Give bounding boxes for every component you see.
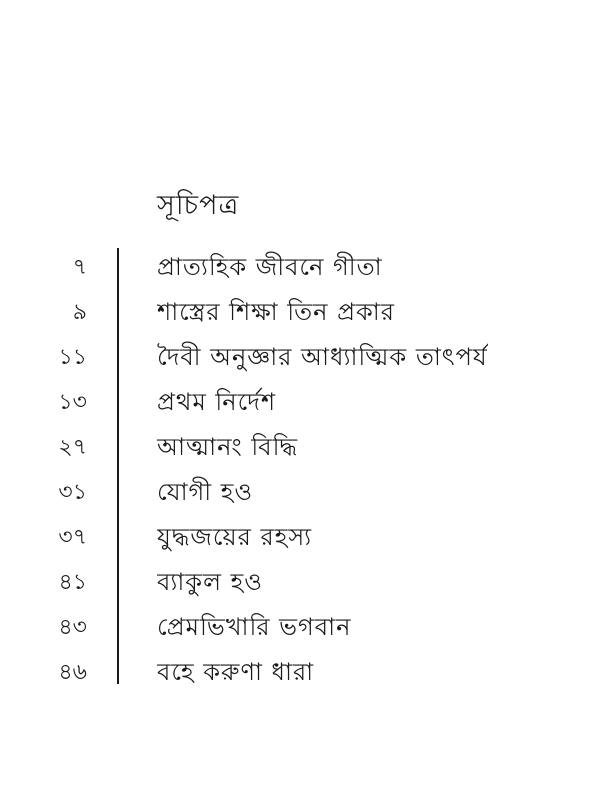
toc-page-number: ৪৩ [58, 615, 87, 640]
toc-entry [0, 606, 600, 651]
toc-chapter-title: প্রথম নির্দেশ [157, 388, 277, 416]
toc-page-number: ১১ [58, 345, 87, 370]
toc-chapter-title: দৈবী অনুজ্ঞার আধ্যাত্মিক তাৎপর্য [157, 343, 488, 371]
toc-list [0, 246, 600, 694]
toc-page-number: ৯ [72, 300, 87, 325]
toc-page-number: ৩১ [58, 480, 87, 505]
toc-chapter-title: যুদ্ধজয়ের রহস্য [157, 523, 313, 551]
toc-entry [0, 651, 600, 696]
toc-chapter-title: বহে করুণা ধারা [157, 658, 315, 686]
toc-page-number: ১৩ [58, 390, 87, 415]
toc-entry [0, 291, 600, 336]
toc-chapter-title: যোগী হও [157, 478, 254, 506]
toc-page-number: ৭ [72, 255, 87, 280]
toc-chapter-title: ব্যাকুল হও [157, 568, 263, 596]
toc-entry [0, 516, 600, 561]
toc-heading: সূচিপত্র [157, 190, 240, 221]
toc-entry [0, 561, 600, 606]
toc-entry [0, 426, 600, 471]
toc-entry [0, 246, 600, 291]
toc-page-number: ৩৭ [58, 525, 87, 550]
toc-entry [0, 471, 600, 516]
toc-page-number: ২৭ [58, 435, 87, 460]
toc-entry [0, 336, 600, 381]
toc-chapter-title: শাস্ত্রের শিক্ষা তিন প্রকার [157, 298, 395, 326]
toc-page-number: ৪১ [58, 570, 87, 595]
toc-chapter-title: প্রেমভিখারি ভগবান [157, 613, 352, 641]
toc-entry [0, 381, 600, 426]
toc-chapter-title: প্রাত্যহিক জীবনে গীতা [157, 253, 383, 281]
toc-page-number: ৪৬ [58, 660, 87, 685]
toc-chapter-title: আত্মানং বিদ্ধি [157, 433, 299, 461]
